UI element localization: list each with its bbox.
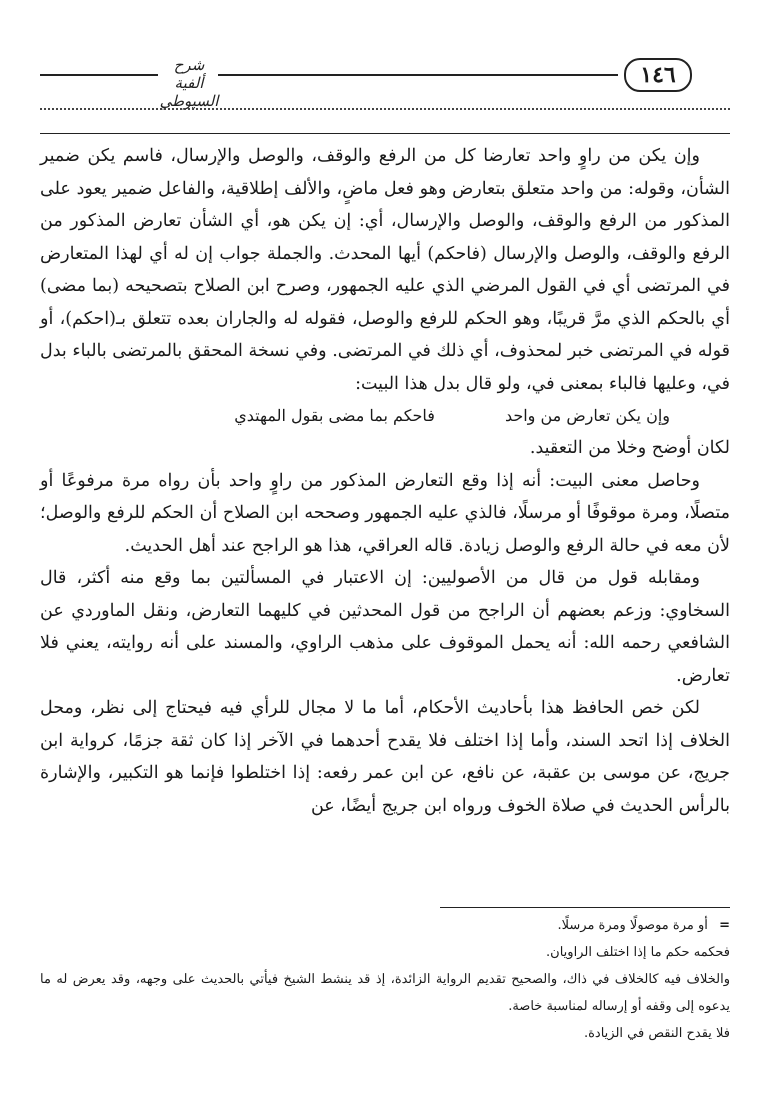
running-title: شرح ألفية السيوطي: [159, 56, 219, 110]
paragraph: وإن يكن من راوٍ واحد تعارضا كل من الرفع والوقف، والوصل والإرسال، فاسم يكن ضمير الشأن، وقوله: من واحد متعلق بتعارض وهو فعل ماضٍ، والألف إطلاقية، والفاعل ضمير يعود على المذكور من الرفع والوقف، والوصل والإرسال، أي: إن يكن هو، أي الشأن تعارض المذكور من الرفع والوقف، والوصل والإرسال (فاحكم) أيها المحدث. والجملة جواب إن له أي لهذا المتعارض في المرتضى أي في القول المرضي الذي عليه الجمهور، وصرح ابن الصلاح بتصحيحه (بما مضى) أي بالحكم الذي مرَّ قريبًا، وهو الحكم للرفع والوصل، فقوله له والجاران بعده تتعلق بـ(احكم)، أو قوله في المرتضى خبر لمحذوف، أي ذلك في المرتضى. وفي نسخة المحقق بالمرتضى بالباء بدل في، وعليها فالباء بمعنى في، ولو قال بدل هذا البيت:: [40, 146, 730, 394]
page-header: [40, 52, 730, 110]
page-number: ١٤٦: [624, 58, 692, 92]
paragraph: لكان أوضح وخلا من التعقيد.: [529, 438, 730, 458]
main-text: [40, 140, 730, 822]
footnote-text: والخلاف فيه كالخلاف في ذاك، والصحيح تقديم الرواية الزائدة، إذ قد ينشط الشيخ فيأتي بالحديث على وجهه، وقد يعرض له ما يدعوه إلى وقفه أو إرساله لمناسبة خاصة.: [40, 972, 730, 1014]
footnote-rule: [440, 907, 730, 908]
footnote-continuation-mark: =: [719, 918, 730, 933]
footnote: [40, 1020, 730, 1047]
footnote-text: أو مرة موصولًا ومرة مرسلًا.: [557, 918, 708, 933]
footnotes: [40, 912, 730, 1047]
paragraph: ومقابله قول من قال من الأصوليين: إن الاعتبار في المسألتين بما وقع منه أكثر، قال السخاوي: وزعم بعضهم أن الراجح من قول المحدثين في كليهما التعارض، ونقل الماوردي عن الشافعي رحمه الله: أنه يحمل الموقوف على مذهب الراوي، والمسند على أنه روايته، يعني فلا تعارض.: [40, 568, 730, 686]
footnote: [40, 966, 730, 1020]
footnote-text: فحكمه حكم ما إذا اختلف الراويان.: [546, 945, 730, 960]
paragraph: وحاصل معنى البيت: أنه إذا وقع التعارض المذكور من راوٍ واحد بأن رواه مرة مرفوعًا أو متصلًا، ومرة موقوفًا أو مرسلًا، فالذي عليه الجمهور وصححه ابن الصلاح أن الحكم للرفع والوصل؛ لأن معه في حالة الرفع والوصل زيادة. قاله العراقي، هذا هو الراجح عند أهل الحديث.: [40, 470, 730, 556]
top-rule: [40, 133, 730, 134]
paragraph: لكن خص الحافظ هذا بأحاديث الأحكام، أما ما لا مجال للرأي فيه فيحتاج إلى نظر، ومحل الخلاف إذا اتحد السند، وأما إذا اختلف فلا يقدح أحدهما في الآخر إذا كان ثقة جزمًا، كرواية ابن جريج، عن موسى بن عقبة، عن نافع، عن ابن عمر رفعه: إذا اختلطوا فإنما هو التكبير، والإشارة بالرأس الحديث في صلاة الخوف ورواه ابن جريج أيضًا، عن: [40, 698, 730, 816]
footnote: [40, 939, 730, 966]
header-rule-left: [40, 74, 158, 76]
dotted-separator: [40, 108, 730, 116]
verse-first-hemistich: وإن يكن تعارض من واحد: [504, 406, 670, 425]
verse-line: [40, 400, 730, 432]
verse-second-hemistich: فاحكم بما مضى بقول المهتدي: [234, 406, 435, 425]
footnote-text: فلا يقدح النقص في الزيادة.: [583, 1026, 730, 1041]
footnote: [40, 912, 730, 939]
header-rule-middle: [218, 74, 618, 76]
